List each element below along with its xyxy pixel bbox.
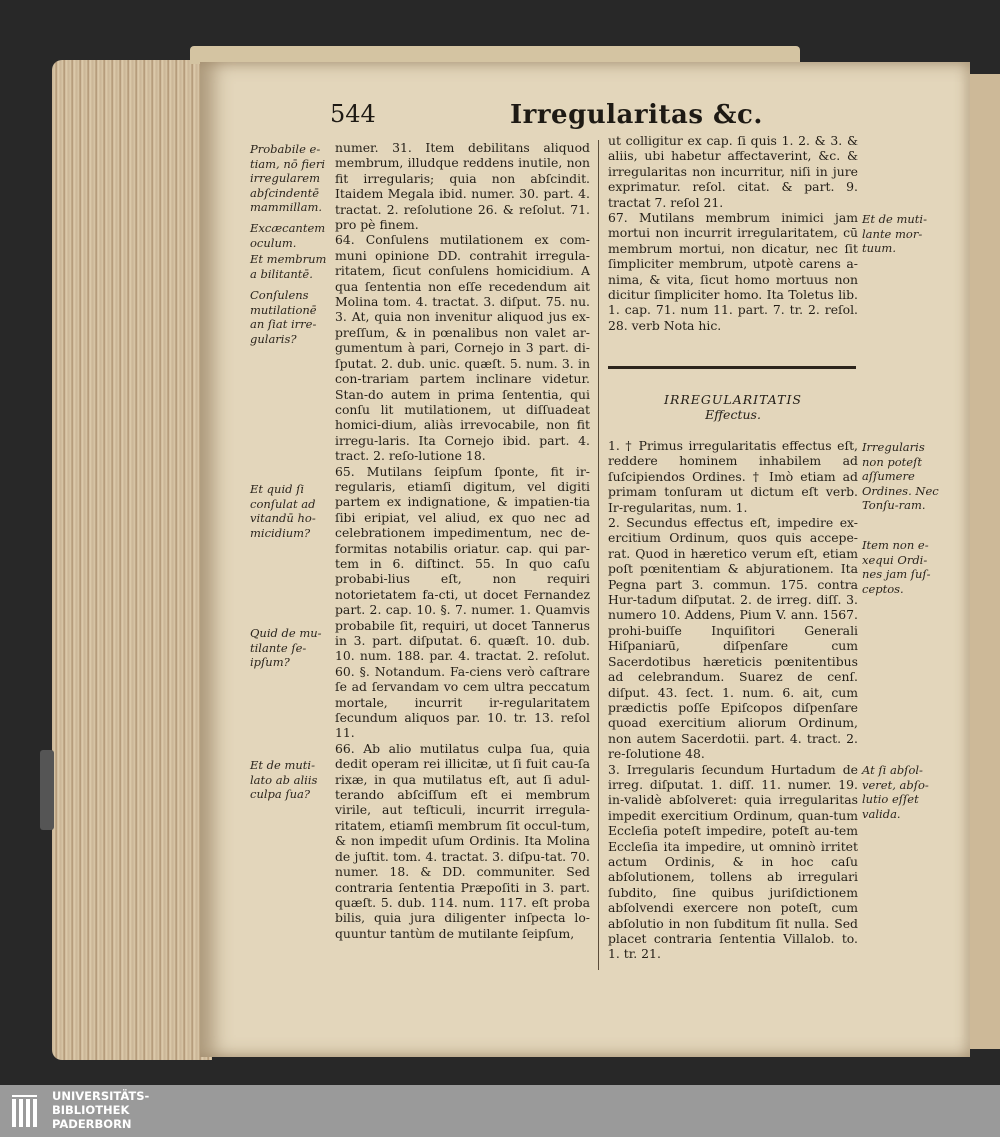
paragraph-left-66: 66. Ab alio mutilatus culpa ſua, quia dedit operam rei illicitæ, ut ſi fuit cau-ſa rixæ, in qua mutilatus eſt, aut ſi adul-terando abſciſſum eſt ei membrum virile, aut teſticuli, incurrit irregula-ritatem, etiamſi membrum ſit occul-tum, & non impedit uſum Ordinis. Ita Molina de juſtit. tom. 4. tractat. 3. diſpu-tat. 70. numer. 18. & DD. communiter. Sed contraria ſententia Præpoſiti in 3. part. quæſt. 5. dub. 114. num. 117. eſt proba bilis, quia jura diligenter inſpecta lo-quuntur tantùm de mutilante ſeipſum, — [335, 740, 590, 941]
page-edges — [52, 60, 212, 1060]
margin-note-right-3: Item non e-xequi Ordi-nes jam ſuſ-ceptos. — [862, 538, 931, 596]
margin-note-left-5: Et quid ſi conſulat ad vitandū ho-micidium? — [250, 482, 316, 540]
margin-note-left-1: Probabile e-tiam, nō fieri irregularem abſcindentē mammillam. — [250, 142, 326, 215]
right-text-column-top — [608, 133, 858, 333]
margin-note-right-2: Irregularis non poteſt aſſumere Ordines. Nec Tonſu-ram. — [862, 440, 939, 513]
library-name-line-1: UNIVERSITÄTS- — [52, 1089, 150, 1103]
margin-note-left-7: Et de muti-lato ab aliis culpa ſua? — [250, 758, 318, 802]
paragraph-left-1: numer. 31. Item debilitans aliquod membrum, illudque reddens inutile, non fit irregularis; quia non abſcindit. Itaidem Megala ibid. numer. 30. part. 4. tractat. 2. reſolutione 26. & reſolut. 71. pro pè finem. — [335, 140, 590, 233]
left-text-column — [335, 140, 590, 941]
library-name-line-3: PADERBORN — [52, 1117, 132, 1131]
page-number: 544 — [330, 100, 376, 128]
page-header — [330, 100, 770, 136]
library-name — [52, 1089, 149, 1131]
paragraph-left-65: 65. Mutilans ſeipſum ſponte, fit ir-regularis, etiamſi digitum, vel digiti partem ex indignatione, & impatien-tia ſibi eripiat, vel aliud, ex quo nec ad celebrationem impedimentum, nec de-formitas notabilis oriatur. cap. qui par-tem in 6. diſtinct. 55. In quo caſu probabi-lius eſt, non requiri notorietatem fa-cti, ut docet Fernandez part. 2. cap. 10. §. 7. numer. 1. Quamvis probabile ſit, requiri, ut docet Tannerus in 3. part. diſputat. 6. quæſt. 10. dub. 10. num. 188. par. 4. tractat. 2. reſolut. 60. §. Notandum. Fa-ciens verò caſtrare ſe ad ſervandam vo cem ultra peccatum mortale, incurrit ir-regularitatem ſecundum aliquos par. 10. tr. 13. reſol 11. — [335, 463, 590, 741]
paragraph-right-1: ut colligitur ex cap. ſi quis 1. 2. & 3. & aliis, ubi habetur affectaverint, &c. & irregularitas non incurritur, niſi in jure exprimatur. reſol. citat. & part. 9. tractat 7. reſol 21. — [608, 133, 858, 210]
paragraph-effect-2: 2. Secundus effectus eſt, impedire ex-ercitium Ordinum, quos quis accepe-rat. Quod in hæretico verum eſt, etiam poſt pœnitentiam & abjurationem. Ita Pegna part 3. commun. 175. contra Hur-tadum diſputat. 2. de irreg. diſſ. 3. numero 10. Addens, Pium V. ann. 1567. prohi-buiſſe Inquiſitori Generali Hiſpaniarū, diſpenſare cum Sacerdotibus hæreticis pœnitentibus ad celebrandum. Suarez de cenſ. diſput. 43. ſect. 1. num. 6. ait, cum prædictis poſſe Epiſcopos diſpenſare quoad exercitium aliorum Ordinum, non autem Sacerdotii. part. 4. tract. 2. re-ſolutione 48. — [608, 515, 858, 762]
column-divider — [598, 140, 599, 970]
paragraph-effect-1: 1. † Primus irregularitatis effectus eſt, reddere hominem inhabilem ad ſuſcipiendos Ordines. † Imò etiam ad primam tonſuram ut dictum eſt verb. Ir-regularitas, num. 1. — [608, 438, 858, 515]
section-subheading: Effectus. — [705, 407, 761, 422]
margin-note-right-4: At ſi abſol-veret, abſo-lutio eſſet valida. — [862, 763, 929, 821]
margin-note-left-4: Conſulens mutilationē an ſiat irre-gularis? — [250, 288, 317, 346]
section-rule — [608, 366, 856, 369]
margin-note-right-1: Et de muti-lante mor-tuum. — [862, 212, 927, 256]
right-text-column-bottom — [608, 438, 858, 962]
library-name-line-2: BIBLIOTHEK — [52, 1103, 130, 1117]
library-logo-icon — [10, 1091, 50, 1131]
book-clip — [40, 750, 54, 830]
running-title: Irregularitas &c. — [510, 100, 763, 130]
margin-note-left-2: Excæcantem oculum. — [250, 221, 326, 250]
section-heading: IRREGULARITATIS — [664, 392, 802, 407]
paragraph-effect-3: 3. Irregularis ſecundum Hurtadum de irreg. diſputat. 1. diſſ. 11. numer. 19. in-validè abſolveret: quia irregularitas impedit exercitium Ordinum, quan-tum Eccleſia poteſt impedire, poteſt au-tem Eccleſia ita impedire, ut omninò irritet actum Ordinis, & in hoc caſu abſolutionem, tollens ab irregulari ſubdito, ſine quibus juriſdictionem abſolvendi exercere non poteſt, cum abſolutio in non ſubditum ſit nulla. Sed placet contraria ſententia Villalob. to. 1. tr. 21. — [608, 761, 858, 962]
paragraph-left-64: 64. Conſulens mutilationem ex com-muni opinione DD. contrahit irregula-ritatem, ſicut conſulens homicidium. A qua ſententia non eſſe recedendum ait Molina tom. 4. tractat. 3. diſput. 75. nu. 3. At, quia non invenitur aliquod jus ex-preſſum, & in pœnalibus non valet ar-gumentum à pari, Cornejo in 3 part. di-ſputat. 2. dub. unic. quæſt. 5. num. 3. in con-trariam partem inclinare videtur. Stan-do autem in prima ſententia, qui conſu lit mutilationem, ut diſſuadeat homici-dium, aliàs irrevocabile, non fit irregu-laris. Ita Cornejo ibid. part. 4. tract. 2. reſo-lutione 18. — [335, 232, 590, 464]
margin-note-left-6: Quid de mu-tilante ſe-ipſum? — [250, 626, 322, 670]
library-footer — [0, 1085, 1000, 1137]
paragraph-right-67: 67. Mutilans membrum inimici jam mortui non incurrit irregularitatem, cū membrum mortui, non dicatur, nec ſit ſimpliciter membrum, utpotè carens a-nima, & vita, ſicut homo mortuus non dicitur ſimpliciter homo. Ita Toletus lib. 1. cap. 71. num 11. part. 7. tr. 2. reſol. 28. verb Nota hic. — [608, 210, 858, 333]
margin-note-left-3: Et membrum a bilitantē. — [250, 252, 327, 281]
